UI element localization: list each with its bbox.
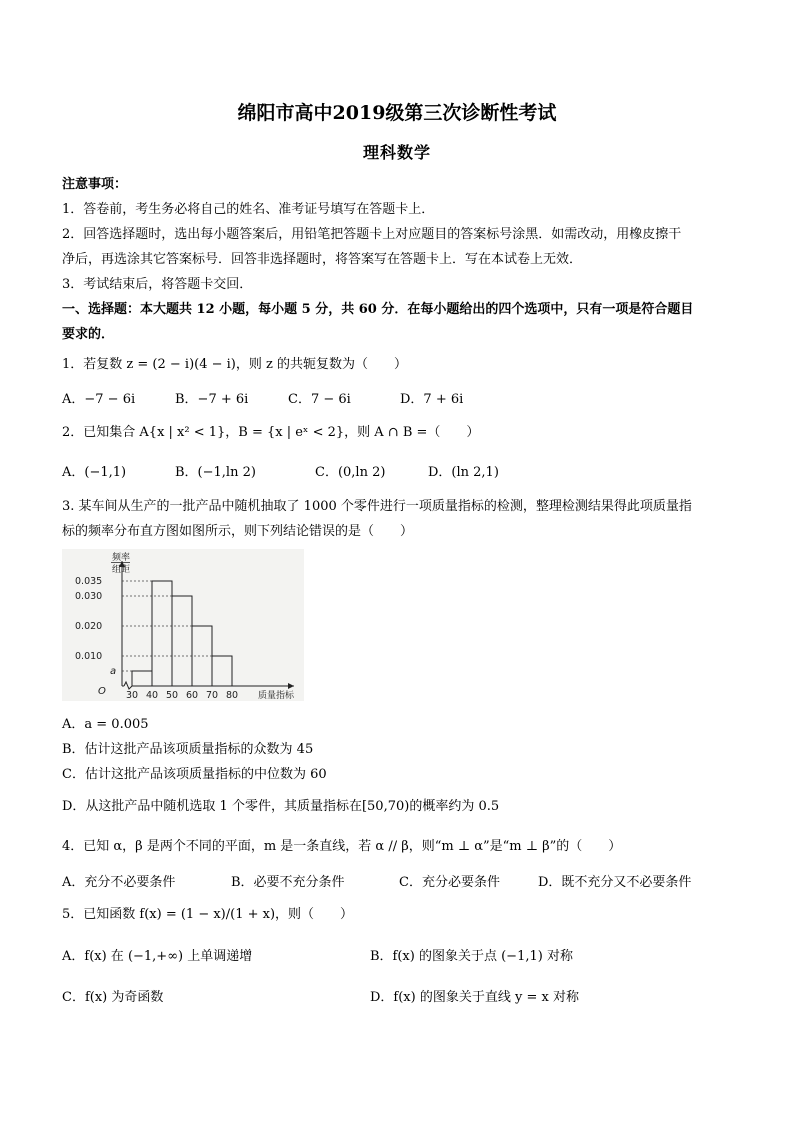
x-tick-label: 60 bbox=[185, 690, 199, 701]
q2-stem: 2．已知集合 A{x | x² < 1}，B = {x | eˣ < 2}，则 A ∩ B =（ ） bbox=[62, 425, 480, 440]
q1-stem: 1．若复数 z = (2 − i)(4 − i)，则 z 的共轭复数为（ ） bbox=[62, 357, 407, 372]
note-item-2-cont: 净后，再选涂其它答案标号．回答非选择题时，将答案写在答题卡上．写在本试卷上无效． bbox=[62, 252, 583, 267]
exam-subtitle: 理科数学 bbox=[362, 143, 431, 162]
x-tick-label: 80 bbox=[225, 690, 239, 701]
x-axis-break bbox=[124, 682, 132, 689]
q5-option-d: D．f(x) 的图象关于直线 y = x 对称 bbox=[370, 990, 579, 1005]
q2-option-b: B．(−1,ln 2) bbox=[175, 465, 256, 480]
y-tick-label: 0.020 bbox=[75, 621, 103, 632]
note-item-3: 3．考试结束后，将答题卡交回． bbox=[62, 277, 253, 292]
y-axis-label-bottom: 组距 bbox=[112, 565, 131, 575]
note-item-1: 1．答卷前，考生务必将自己的姓名、准考证号填写在答题卡上． bbox=[62, 202, 435, 217]
frequency-histogram bbox=[62, 549, 304, 701]
y-axis-label-top: 频率 bbox=[112, 553, 131, 563]
q2-option-a: A．(−1,1) bbox=[62, 465, 127, 480]
histogram-bar bbox=[172, 596, 192, 686]
q5-option-c: C．f(x) 为奇函数 bbox=[62, 990, 164, 1005]
x-tick-label: 70 bbox=[205, 690, 219, 701]
q1-option-a: A．−7 − 6i bbox=[62, 392, 136, 407]
x-axis-label: 质量指标 bbox=[258, 691, 295, 701]
y-tick-label: 0.030 bbox=[75, 591, 103, 602]
q4-stem: 4．已知 α，β 是两个不同的平面，m 是一条直线，若 α // β，则“m ⊥ α”是“m ⊥ β”的（ ） bbox=[62, 839, 622, 854]
chart-axes bbox=[119, 561, 294, 689]
q5-option-b: B．f(x) 的图象关于点 (−1,1) 对称 bbox=[370, 949, 573, 964]
q4-option-d: D．既不充分又不必要条件 bbox=[538, 875, 692, 890]
q4-option-c: C．充分必要条件 bbox=[399, 875, 500, 890]
q3-option-b: B．估计这批产品该项质量指标的众数为 45 bbox=[62, 742, 314, 757]
q3-option-c: C．估计这批产品该项质量指标的中位数为 60 bbox=[62, 767, 327, 782]
q4-option-b: B．必要不充分条件 bbox=[231, 875, 345, 890]
x-tick-label: 40 bbox=[145, 690, 159, 701]
q2-option-c: C．(0,ln 2) bbox=[315, 465, 386, 480]
x-tick-label: 30 bbox=[125, 690, 139, 701]
histogram-bar bbox=[152, 581, 172, 686]
section-heading-cont: 要求的． bbox=[62, 327, 115, 342]
q4-option-a: A．充分不必要条件 bbox=[62, 875, 176, 890]
y-tick-label: 0.010 bbox=[75, 651, 103, 662]
note-item-2: 2．回答选择题时，选出每小题答案后，用铅笔把答题卡上对应题目的答案标号涂黑．如需改动，用橡皮擦干 bbox=[62, 227, 682, 242]
y-tick-label: 0.035 bbox=[75, 576, 103, 587]
notes-heading: 注意事项： bbox=[62, 177, 128, 192]
origin-label: O bbox=[98, 686, 106, 697]
chart-bars bbox=[132, 581, 232, 686]
x-tick-label: 50 bbox=[165, 690, 179, 701]
q1-option-d: D．7 + 6i bbox=[400, 392, 464, 407]
histogram-bar bbox=[132, 671, 152, 686]
chart-labels bbox=[75, 551, 295, 701]
q1-option-c: C．7 − 6i bbox=[288, 392, 351, 407]
q3-stem-cont: 标的频率分布直方图如图所示，则下列结论错误的是（ ） bbox=[62, 524, 414, 539]
q5-stem: 5．已知函数 f(x) = (1 − x)/(1 + x)，则（ ） bbox=[62, 907, 354, 922]
section-heading: 一、选择题：本大题共 12 小题，每小题 5 分，共 60 分．在每小题给出的四个选项中，只有一项是符合题目 bbox=[62, 302, 694, 317]
x-axis-arrow bbox=[288, 683, 294, 689]
q1-option-b: B．−7 + 6i bbox=[175, 392, 249, 407]
q2-option-d: D．(ln 2,1) bbox=[428, 465, 499, 480]
histogram-bar bbox=[212, 656, 232, 686]
q3-option-d: D．从这批产品中随机选取 1 个零件，其质量指标在[50,70)的概率约为 0.5 bbox=[62, 799, 500, 814]
q3-stem: 3. 某车间从生产的一批产品中随机抽取了 1000 个零件进行一项质量指标的检测，整理检测结果得此项质量指 bbox=[62, 499, 692, 514]
q5-option-a: A．f(x) 在 (−1,+∞) 上单调递增 bbox=[62, 949, 253, 964]
q3-option-a: A．a = 0.005 bbox=[62, 717, 149, 732]
exam-title: 绵阳市高中2019级第三次诊断性考试 bbox=[237, 102, 557, 124]
y-tick-label: a bbox=[110, 666, 117, 677]
